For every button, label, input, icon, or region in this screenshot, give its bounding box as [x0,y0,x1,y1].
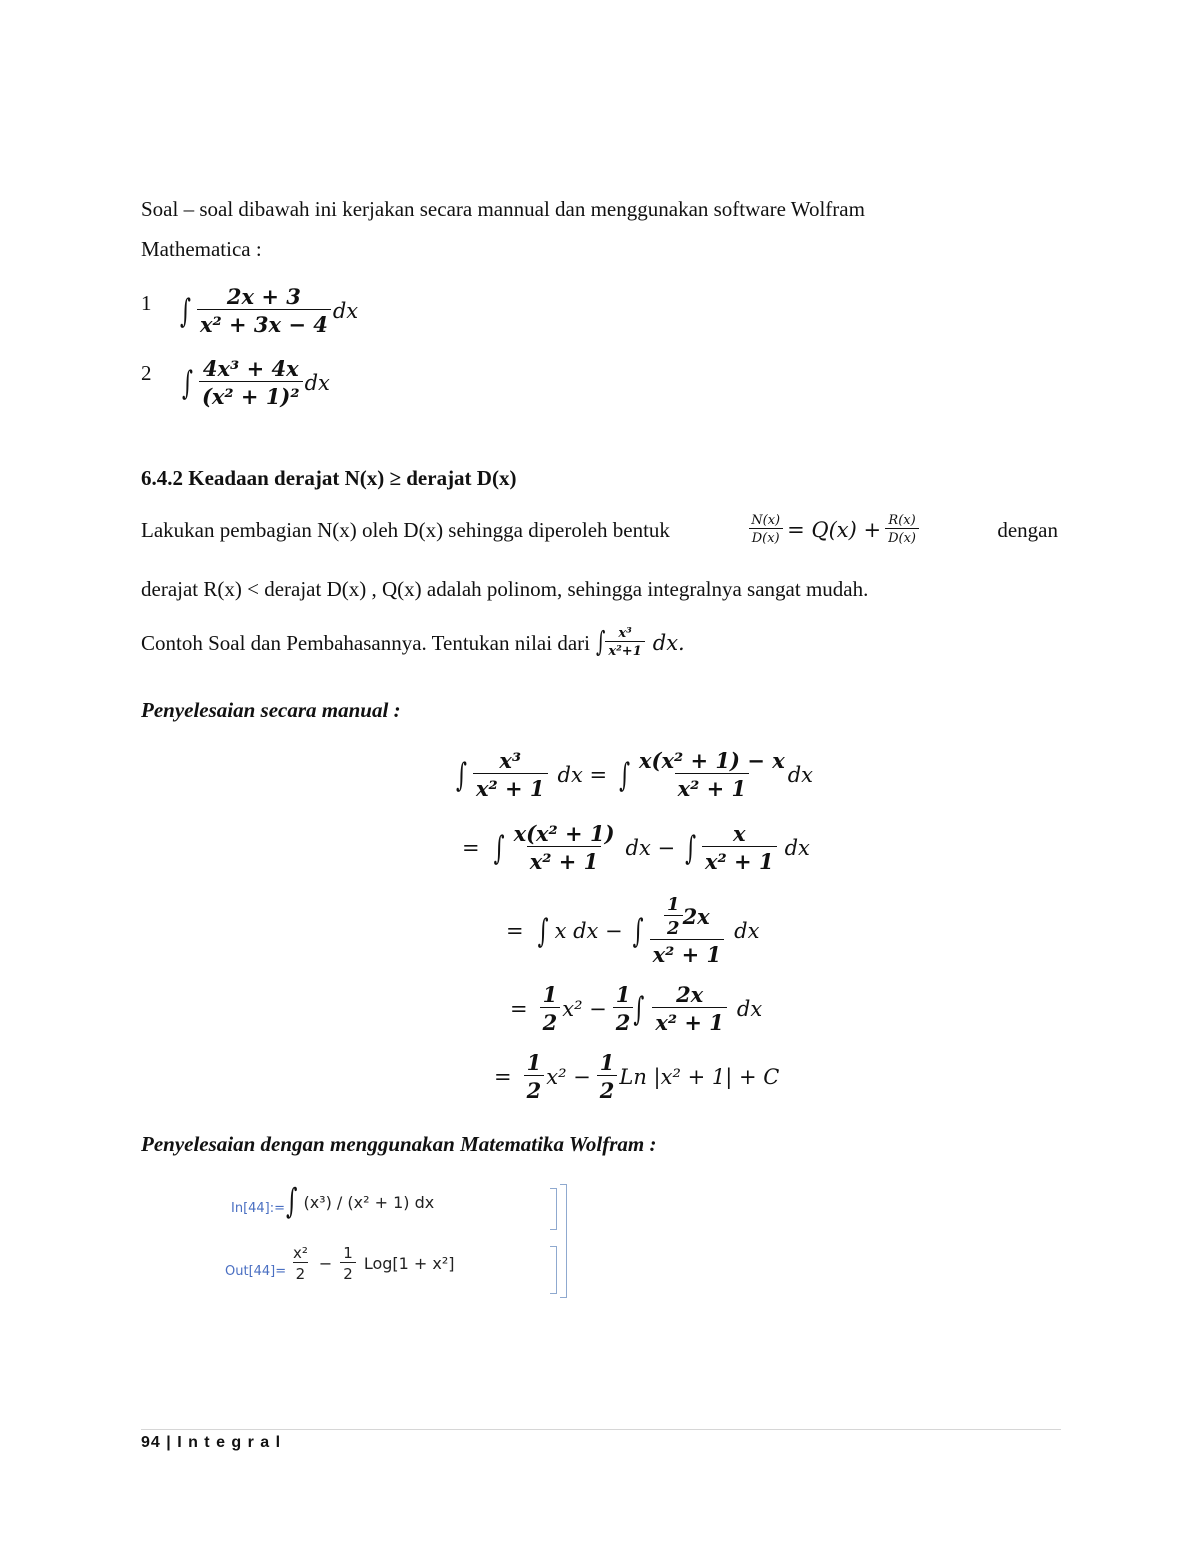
integral-sign-icon: ∫ [633,989,645,1028]
wolfram-title: Penyelesaian dengan menggunakan Matematika Wolfram : [141,1132,657,1156]
footer-rule [141,1429,1061,1430]
l3-half-d: 2 [664,915,683,939]
problem-2-denominator: (x² + 1)² [199,381,303,409]
problem-2-dx: dx [304,370,330,395]
wolfram-out-b-num: 1 [343,1244,353,1262]
l4-end: dx [736,996,763,1021]
l3-num-rest: 2x [682,904,710,929]
integral-sign-icon: ∫ [456,755,467,794]
integral-sign-icon: ∫ [619,755,631,794]
wolfram-out-op: − [318,1254,333,1273]
page-number: 94 [141,1434,161,1451]
l3-half-n: 1 [667,894,680,915]
example-numerator: x³ [618,626,632,641]
intro-line-2: Mathematica : [141,237,262,261]
l1-lhs-den: x² + 1 [473,773,548,801]
l5-mid: x² − [546,1064,591,1089]
manual-line-2 [462,821,810,874]
integral-sign-icon: ∫ [685,828,697,867]
wolfram-out-rest: Log[1 + x²] [363,1254,455,1273]
paragraph-1-formula [748,513,919,546]
cell-bracket-output[interactable] [550,1246,557,1294]
paragraph-1-end: dengan [997,517,1058,542]
formula-eq: = Q(x) + [787,517,882,542]
wolfram-in-expr[interactable]: (x³) / (x² + 1) dx [303,1193,435,1212]
l4-h1n: 1 [542,982,558,1007]
l4-h2d: 2 [613,1007,634,1035]
l2-end: dx [784,835,810,860]
l5-h1d: 2 [524,1075,545,1103]
integral-sign-icon: ∫ [595,626,606,659]
manual-line-1 [456,748,813,801]
example-dx: dx. [652,630,685,655]
integral-sign-icon: ∫ [632,911,644,950]
footer [141,1434,281,1452]
manual-title: Penyelesaian secara manual : [141,698,401,722]
l2-b-den: x² + 1 [702,846,777,874]
l2-a-den: x² + 1 [527,846,602,874]
footer-separator: | [166,1434,172,1451]
l1-rhs-num: x(x² + 1) − x [639,748,785,773]
problem-1-denominator: x² + 3x − 4 [197,309,331,337]
manual-line-5 [494,1050,779,1103]
section-heading: 6.4.2 Keadaan derajat N(x) ≥ derajat D(x) [141,466,517,490]
l4-h1d: 2 [540,1007,561,1035]
manual-line-3 [506,894,759,967]
l4-mid: x² − [562,996,607,1021]
wolfram-in-row[interactable] [286,1183,435,1222]
wolfram-out-b-den: 2 [340,1262,356,1283]
l2-a-num: x(x² + 1) [513,821,615,846]
formula-r: R(x) [888,513,916,528]
wolfram-out-row [290,1244,455,1283]
problem-2-numerator: 4x³ + 4x [202,356,299,381]
l4-eq: = [510,996,528,1021]
wolfram-out-a-den: 2 [293,1262,309,1283]
intro-line-1: Soal – soal dibawah ini kerjakan secara mannual dan menggunakan software Wolfram [141,197,865,221]
example-line [141,626,685,659]
example-text: Contoh Soal dan Pembahasannya. Tentukan nilai dari [141,630,590,655]
l5-h2d: 2 [597,1075,618,1103]
l1-end: dx [787,762,814,787]
formula-d2: D(x) [885,528,919,546]
problem-1-dx: dx [332,298,359,323]
l3-eq: = [506,918,524,943]
l5-end: Ln |x² + 1| + C [619,1064,780,1089]
l2-b-num: x [733,821,746,846]
example-denominator: x²+1 [605,641,644,659]
footer-title: I n t e g r a l [177,1434,282,1451]
l2-mid: dx − [625,835,676,860]
paragraph-1 [141,513,1058,546]
problem-1-numerator: 2x + 3 [226,284,301,309]
formula-n: N(x) [751,513,781,528]
l3-end: dx [734,918,760,943]
l5-h2n: 1 [599,1050,615,1075]
l4-den: x² + 1 [652,1007,727,1035]
l4-h2n: 1 [615,982,631,1007]
l5-h1n: 1 [526,1050,542,1075]
cell-bracket-group[interactable] [560,1184,567,1298]
l1-lhs-num: x³ [499,748,522,773]
l4-num: 2x [676,982,704,1007]
wolfram-out-a-num: x² [293,1244,308,1262]
l3-den: x² + 1 [650,939,725,967]
problem-2-integral [182,356,330,409]
cell-bracket-input[interactable] [550,1188,557,1230]
integral-sign-icon: ∫ [493,828,505,867]
problem-1-integral [180,284,358,337]
l5-eq: = [494,1064,512,1089]
problem-2-number: 2 [141,361,152,385]
manual-line-4 [510,982,762,1035]
wolfram-out-label: Out[44]= [225,1264,287,1279]
paragraph-1-start: Lakukan pembagian N(x) oleh D(x) sehingga diperoleh bentuk [141,517,670,542]
integral-sign-icon: ∫ [537,911,549,950]
l1-rhs-den: x² + 1 [675,773,750,801]
integral-sign-icon: ∫ [180,291,191,330]
wolfram-in-label: In[44]:= [231,1201,286,1216]
l2-eq: = [462,835,480,860]
formula-d: D(x) [749,528,783,546]
paragraph-2: derajat R(x) < derajat D(x) , Q(x) adalah polinom, sehingga integralnya sangat mudah. [141,577,869,601]
integral-sign-icon: ∫ [182,363,193,402]
wolfram-notebook-cell[interactable] [220,1180,580,1300]
l3-a: x dx − [554,918,623,943]
integral-sign-icon: ∫ [286,1183,298,1222]
problem-1-number: 1 [141,291,152,315]
l1-mid: dx = [557,762,608,787]
